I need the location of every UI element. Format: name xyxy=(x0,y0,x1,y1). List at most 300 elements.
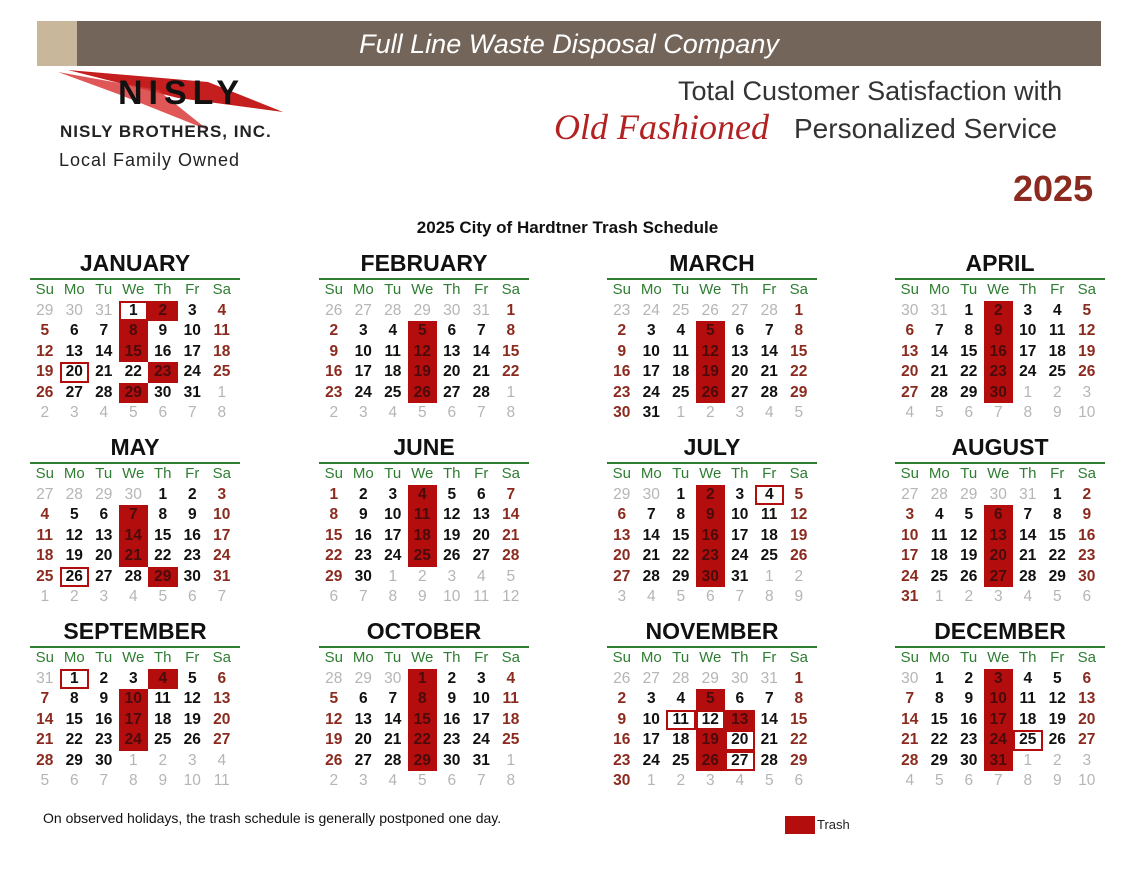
calendar-day: 23 xyxy=(95,731,113,748)
calendar-day: 26 xyxy=(60,567,90,588)
adjacent-month-day: 1 xyxy=(646,772,656,789)
weekday-header: Tu xyxy=(672,649,690,666)
calendar-day: 28 xyxy=(472,383,490,401)
trash-day: 15 xyxy=(408,710,438,731)
calendar-day: 13 xyxy=(65,342,83,360)
adjacent-month-day: 30 xyxy=(731,669,749,687)
calendar-day: 26 xyxy=(36,383,54,401)
tagline-line-2: Personalized Service xyxy=(794,113,1058,144)
family-owned-text: Local Family Owned xyxy=(59,150,241,170)
month-december xyxy=(895,617,1105,792)
header-banner xyxy=(37,21,1101,66)
weekday-header: Fr xyxy=(185,465,200,482)
calendar-day: 24 xyxy=(642,751,660,769)
adjacent-month-day: 2 xyxy=(417,567,427,585)
adjacent-month-day: 31 xyxy=(760,669,778,687)
calendar-day: 23 xyxy=(1078,547,1096,564)
calendar-day: 9 xyxy=(447,690,457,707)
adjacent-month-day: 6 xyxy=(447,772,457,789)
adjacent-month-day: 29 xyxy=(960,485,978,503)
adjacent-month-day: 30 xyxy=(642,485,660,503)
adjacent-month-day: 28 xyxy=(384,301,402,319)
adjacent-month-day: 28 xyxy=(65,485,83,503)
calendar-day: 2 xyxy=(964,669,974,687)
calendar-day: 23 xyxy=(960,731,978,748)
adjacent-month-day: 11 xyxy=(213,772,230,789)
weekday-header: Fr xyxy=(1050,649,1065,666)
weekday-header: We xyxy=(987,465,1010,482)
adjacent-month-day: 6 xyxy=(329,588,339,605)
adjacent-month-day: 28 xyxy=(760,301,778,319)
adjacent-month-day: 30 xyxy=(124,485,142,503)
holiday-note: On observed holidays, the trash schedule is generally postponed one day. xyxy=(43,810,502,826)
adjacent-month-day: 26 xyxy=(325,301,343,319)
adjacent-month-day: 10 xyxy=(443,588,461,605)
calendar-day: 21 xyxy=(36,731,54,748)
weekday-header: Sa xyxy=(212,465,231,482)
calendar-day: 14 xyxy=(760,342,778,360)
adjacent-month-day: 8 xyxy=(128,772,138,789)
month-day-grid xyxy=(607,648,817,792)
calendar-day: 19 xyxy=(1048,710,1066,728)
calendar-day: 11 xyxy=(761,506,778,523)
month-name: AUGUST xyxy=(895,433,1105,464)
trash-day: 25 xyxy=(408,546,438,567)
adjacent-month-day: 27 xyxy=(36,485,54,503)
calendar-day: 27 xyxy=(731,383,749,401)
calendar-day: 5 xyxy=(1052,669,1062,687)
adjacent-month-day: 7 xyxy=(476,404,486,421)
adjacent-month-day: 3 xyxy=(187,751,197,769)
trash-day: 2 xyxy=(148,301,178,322)
month-january xyxy=(30,249,240,424)
adjacent-month-day: 4 xyxy=(1023,588,1033,605)
calendar-day: 15 xyxy=(65,710,83,728)
adjacent-month-day: 9 xyxy=(1052,772,1062,789)
calendar-day: 16 xyxy=(960,710,978,728)
calendar-day: 6 xyxy=(735,322,745,339)
calendar-day: 3 xyxy=(217,485,227,503)
adjacent-month-day: 4 xyxy=(388,772,398,789)
calendar-day: 19 xyxy=(790,526,808,544)
weekday-header: Su xyxy=(900,649,919,666)
month-name: DECEMBER xyxy=(895,617,1105,648)
adjacent-month-day: 1 xyxy=(388,567,398,585)
trash-day: 2 xyxy=(984,301,1014,322)
calendar-day: 11 xyxy=(931,526,948,544)
adjacent-month-day: 5 xyxy=(934,772,944,789)
month-name: JANUARY xyxy=(30,249,240,280)
calendar-day: 8 xyxy=(794,322,804,339)
calendar-day: 20 xyxy=(95,547,113,564)
adjacent-month-day: 30 xyxy=(443,301,461,319)
weekday-header: Fr xyxy=(474,649,489,666)
calendar-day: 15 xyxy=(154,526,172,544)
weekday-header: We xyxy=(987,649,1010,666)
weekday-header: Tu xyxy=(384,281,402,298)
calendar-day: 23 xyxy=(183,547,201,564)
calendar-day: 17 xyxy=(384,526,402,544)
weekday-header: Th xyxy=(1018,281,1037,298)
adjacent-month-day: 2 xyxy=(964,588,974,605)
calendar-day: 7 xyxy=(764,322,774,339)
calendar-day: 25 xyxy=(672,751,690,769)
calendar-day: 20 xyxy=(731,363,749,380)
adjacent-month-day: 8 xyxy=(388,588,398,605)
calendar-day: 24 xyxy=(354,383,372,401)
calendar-day: 11 xyxy=(154,690,171,707)
calendar-day: 25 xyxy=(1048,363,1066,380)
month-name: JUNE xyxy=(319,433,529,464)
calendar-day: 6 xyxy=(476,485,486,503)
adjacent-month-day: 5 xyxy=(158,588,168,605)
adjacent-month-day: 2 xyxy=(329,404,339,421)
calendar-day: 26 xyxy=(1078,363,1096,380)
year-label: 2025 xyxy=(1013,168,1094,209)
calendar-day: 28 xyxy=(642,567,660,585)
weekday-header: Tu xyxy=(95,649,113,666)
trash-legend-label: Trash xyxy=(817,817,850,832)
calendar-day: 29 xyxy=(325,567,343,585)
trash-day: 16 xyxy=(984,342,1014,363)
calendar-day: 20 xyxy=(472,526,490,544)
calendar-day: 4 xyxy=(676,690,686,707)
adjacent-month-day: 5 xyxy=(128,404,138,421)
calendar-day: 23 xyxy=(613,383,631,401)
calendar-day: 14 xyxy=(1019,526,1037,544)
weekday-header: Mo xyxy=(640,465,662,482)
weekday-header: Sa xyxy=(789,281,808,298)
adjacent-month-day: 24 xyxy=(642,301,660,319)
adjacent-month-day: 2 xyxy=(158,751,168,769)
adjacent-month-day: 3 xyxy=(617,588,627,605)
calendar-day: 1 xyxy=(964,301,974,319)
weekday-header: Su xyxy=(900,465,919,482)
trash-day: 29 xyxy=(408,751,438,772)
trash-day: 17 xyxy=(119,710,149,731)
weekday-header: Mo xyxy=(352,465,374,482)
weekday-header: Sa xyxy=(1077,281,1096,298)
calendar-day: 20 xyxy=(901,363,919,380)
month-day-grid xyxy=(895,464,1105,608)
trash-day: 8 xyxy=(119,321,149,342)
trash-day: 14 xyxy=(119,526,149,547)
calendar-day: 7 xyxy=(506,485,516,503)
calendar-day: 12 xyxy=(65,526,83,544)
weekday-header: Fr xyxy=(1050,465,1065,482)
adjacent-month-day: 5 xyxy=(417,404,427,421)
weekday-header: Sa xyxy=(789,465,808,482)
calendar-day: 4 xyxy=(40,506,50,523)
calendar-day: 10 xyxy=(642,342,660,360)
calendar-day: 6 xyxy=(358,690,368,707)
adjacent-month-day: 28 xyxy=(325,669,343,687)
calendar-day: 16 xyxy=(613,363,631,380)
month-day-grid xyxy=(319,280,529,424)
weekday-header: Th xyxy=(730,465,749,482)
calendar-day: 18 xyxy=(672,363,690,380)
calendar-day: 17 xyxy=(354,363,372,380)
weekday-header: Mo xyxy=(352,281,374,298)
month-day-grid xyxy=(607,280,817,424)
adjacent-month-day: 8 xyxy=(217,404,227,421)
calendar-day: 12 xyxy=(183,690,201,707)
calendar-day: 9 xyxy=(617,342,627,360)
calendar-day: 2 xyxy=(1082,485,1092,503)
adjacent-month-day: 8 xyxy=(764,588,774,605)
calendar-day: 31 xyxy=(183,383,201,401)
adjacent-month-day: 28 xyxy=(672,669,690,687)
calendar-day: 28 xyxy=(502,547,520,564)
calendar-day: 28 xyxy=(1019,567,1037,585)
calendar-day: 28 xyxy=(95,383,113,401)
calendar-day: 30 xyxy=(183,567,201,585)
calendar-day: 21 xyxy=(384,731,402,748)
calendar-day: 9 xyxy=(158,322,168,339)
trash-day: 23 xyxy=(696,546,726,567)
calendar-day: 6 xyxy=(905,322,915,339)
calendar-day: 13 xyxy=(472,506,490,523)
calendar-day: 25 xyxy=(36,567,54,585)
adjacent-month-day: 7 xyxy=(217,588,227,605)
calendar-day: 8 xyxy=(158,506,168,523)
calendar-day: 22 xyxy=(65,731,83,748)
adjacent-month-day: 25 xyxy=(672,301,690,319)
weekday-header: Mo xyxy=(928,649,950,666)
calendar-day: 13 xyxy=(731,342,749,360)
calendar-day: 7 xyxy=(476,322,486,339)
adjacent-month-day: 6 xyxy=(69,772,79,789)
adjacent-month-day: 27 xyxy=(901,485,919,503)
adjacent-month-day: 30 xyxy=(901,301,919,319)
weekday-header: Th xyxy=(442,465,461,482)
calendar-day: 7 xyxy=(1023,506,1033,523)
trash-day: 9 xyxy=(696,505,726,526)
trash-day: 20 xyxy=(984,546,1014,567)
calendar-day: 23 xyxy=(354,547,372,564)
calendar-day: 15 xyxy=(790,710,808,728)
weekday-header: Tu xyxy=(384,649,402,666)
adjacent-month-day: 1 xyxy=(676,404,686,421)
trash-day: 19 xyxy=(696,362,726,383)
calendar-day: 5 xyxy=(40,322,50,339)
calendar-day: 14 xyxy=(36,710,54,728)
calendar-day: 1 xyxy=(794,669,804,687)
adjacent-month-day: 3 xyxy=(99,588,109,605)
trash-day: 23 xyxy=(984,362,1014,383)
trash-day: 16 xyxy=(696,526,726,547)
calendar-day: 12 xyxy=(696,710,726,731)
adjacent-month-day: 4 xyxy=(99,404,109,421)
month-june xyxy=(319,433,529,608)
calendar-day: 8 xyxy=(1052,506,1062,523)
weekday-header: Th xyxy=(442,649,461,666)
calendar-day: 16 xyxy=(95,710,113,728)
calendar-day: 19 xyxy=(325,731,343,748)
brand-name: NISLY xyxy=(118,74,246,112)
calendar-day: 30 xyxy=(354,567,372,585)
calendar-day: 27 xyxy=(65,383,83,401)
adjacent-month-day: 5 xyxy=(676,588,686,605)
adjacent-month-day: 7 xyxy=(358,588,368,605)
banner-text: Full Line Waste Disposal Company xyxy=(359,29,779,59)
weekday-header: Tu xyxy=(384,465,402,482)
adjacent-month-day: 6 xyxy=(158,404,168,421)
calendar-day: 23 xyxy=(443,731,461,748)
month-name: MAY xyxy=(30,433,240,464)
calendar-day: 7 xyxy=(40,690,50,707)
month-day-grid xyxy=(319,464,529,608)
calendar-day: 7 xyxy=(388,690,398,707)
calendar-day: 13 xyxy=(95,526,113,544)
adjacent-month-day: 1 xyxy=(1023,751,1033,769)
trash-day: 9 xyxy=(984,321,1014,342)
calendar-day: 28 xyxy=(901,751,919,769)
calendar-day: 21 xyxy=(1019,547,1037,564)
trash-day: 12 xyxy=(408,342,438,363)
weekday-header: Su xyxy=(35,649,54,666)
calendar-day: 6 xyxy=(447,322,457,339)
adjacent-month-day: 6 xyxy=(447,404,457,421)
calendar-day: 6 xyxy=(1082,669,1092,687)
adjacent-month-day: 6 xyxy=(187,588,197,605)
calendar-day: 24 xyxy=(384,547,402,564)
calendar-day: 29 xyxy=(930,751,948,769)
adjacent-month-day: 26 xyxy=(701,301,719,319)
weekday-header: Sa xyxy=(1077,465,1096,482)
month-day-grid xyxy=(319,648,529,792)
adjacent-month-day: 10 xyxy=(1078,404,1096,421)
calendar-day: 27 xyxy=(1078,731,1096,748)
adjacent-month-day: 1 xyxy=(40,588,50,605)
month-day-grid xyxy=(607,464,817,608)
adjacent-month-day: 10 xyxy=(1078,772,1096,789)
adjacent-month-day: 2 xyxy=(1052,383,1062,401)
month-september xyxy=(30,617,240,792)
adjacent-month-day: 4 xyxy=(217,751,227,769)
calendar-day: 27 xyxy=(443,383,461,401)
calendar-day: 1 xyxy=(158,485,168,503)
calendar-day: 12 xyxy=(960,526,978,544)
calendar-day: 8 xyxy=(964,322,974,339)
calendar-day: 18 xyxy=(760,526,778,544)
calendar-day: 5 xyxy=(964,506,974,523)
weekday-header: Tu xyxy=(672,281,690,298)
trash-day: 17 xyxy=(984,710,1014,731)
calendar-day: 9 xyxy=(964,690,974,707)
weekday-header: We xyxy=(122,465,145,482)
calendar-day: 3 xyxy=(1023,301,1033,319)
calendar-day: 4 xyxy=(676,322,686,339)
calendar-day: 2 xyxy=(617,690,627,707)
calendar-day: 18 xyxy=(36,547,54,564)
calendar-day: 10 xyxy=(384,506,402,523)
month-october xyxy=(319,617,529,792)
calendar-day: 31 xyxy=(472,751,490,769)
calendar-day: 25 xyxy=(213,363,231,380)
calendar-day: 6 xyxy=(735,690,745,707)
calendar-day: 30 xyxy=(1078,567,1096,585)
calendar-day: 21 xyxy=(642,547,660,564)
month-day-grid xyxy=(895,648,1105,792)
adjacent-month-day: 29 xyxy=(354,669,372,687)
calendar-day: 4 xyxy=(1052,301,1062,319)
weekday-header: Su xyxy=(612,649,631,666)
calendar-day: 15 xyxy=(790,342,808,360)
weekday-header: Mo xyxy=(928,281,950,298)
calendar-day: 11 xyxy=(36,526,53,544)
adjacent-month-day: 27 xyxy=(731,301,749,319)
weekday-header: Su xyxy=(35,281,54,298)
calendar-day: 31 xyxy=(642,404,660,421)
calendar-day: 16 xyxy=(154,342,172,360)
weekday-header: Fr xyxy=(762,281,777,298)
calendar-day: 25 xyxy=(672,383,690,401)
calendar-day: 15 xyxy=(502,342,520,360)
calendar-day: 26 xyxy=(790,547,808,564)
calendar-day: 3 xyxy=(905,506,915,523)
calendar-day: 24 xyxy=(901,567,919,585)
weekday-header: We xyxy=(122,281,145,298)
trash-day: 23 xyxy=(148,362,178,383)
calendar-day: 2 xyxy=(329,322,339,339)
calendar-day: 24 xyxy=(213,547,231,564)
calendar-day: 3 xyxy=(187,301,197,319)
calendar-day: 18 xyxy=(384,363,402,380)
trash-legend-swatch xyxy=(785,816,815,834)
month-april xyxy=(895,249,1105,424)
calendar-day: 26 xyxy=(443,547,461,564)
trash-day: 26 xyxy=(696,751,726,772)
calendar-day: 27 xyxy=(95,567,113,585)
adjacent-month-day: 3 xyxy=(1082,383,1092,401)
calendar-day: 13 xyxy=(354,710,372,728)
calendar-day: 14 xyxy=(901,710,919,728)
calendar-day: 4 xyxy=(934,506,944,523)
adjacent-month-day: 4 xyxy=(646,588,656,605)
adjacent-month-day: 9 xyxy=(1052,404,1062,421)
calendar-day: 2 xyxy=(99,669,109,687)
calendar-day: 9 xyxy=(1082,506,1092,523)
adjacent-month-day: 1 xyxy=(1023,383,1033,401)
calendar-day: 28 xyxy=(930,383,948,401)
trash-day: 29 xyxy=(119,383,149,404)
calendar-day: 13 xyxy=(613,526,631,544)
weekday-header: Th xyxy=(730,649,749,666)
calendar-day: 10 xyxy=(731,506,749,523)
calendar-day: 5 xyxy=(794,485,804,503)
adjacent-month-day: 3 xyxy=(993,588,1003,605)
adjacent-month-day: 29 xyxy=(95,485,113,503)
calendar-day: 20 xyxy=(443,363,461,380)
calendar-day: 11 xyxy=(672,342,689,360)
adjacent-month-day: 8 xyxy=(1023,772,1033,789)
calendar-day: 3 xyxy=(128,669,138,687)
calendar-day: 11 xyxy=(1019,690,1036,707)
adjacent-month-day: 5 xyxy=(934,404,944,421)
calendar-day: 8 xyxy=(329,506,339,523)
calendar-day: 1 xyxy=(794,301,804,319)
calendar-day: 30 xyxy=(154,383,172,401)
adjacent-month-day: 8 xyxy=(506,404,516,421)
calendar-day: 2 xyxy=(617,322,627,339)
weekday-header: We xyxy=(411,465,434,482)
adjacent-month-day: 30 xyxy=(989,485,1007,503)
calendar-day: 14 xyxy=(95,342,113,360)
adjacent-month-day: 29 xyxy=(413,301,431,319)
calendar-day: 15 xyxy=(930,710,948,728)
weekday-header: Sa xyxy=(789,649,808,666)
